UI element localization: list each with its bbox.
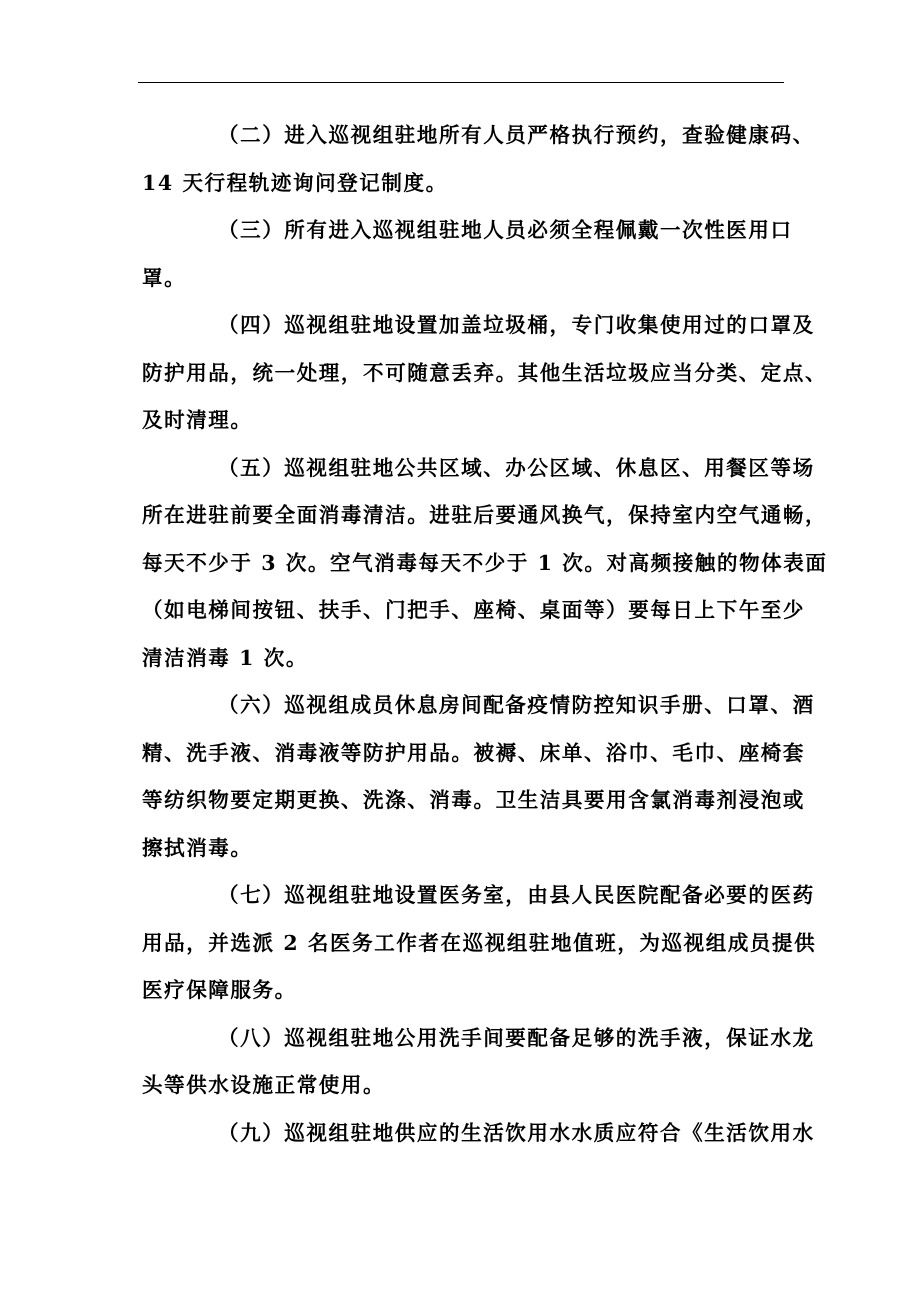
- text-line: 医疗保障服务。: [142, 978, 297, 1002]
- paragraph-4: [142, 302, 828, 445]
- paragraph-9: [142, 1110, 815, 1158]
- text-line: 头等供水设施正常使用。: [142, 1073, 386, 1097]
- text-line: 防护用品，统一处理，不可随意丢弃。其他生活垃圾应当分类、定点、: [142, 360, 828, 385]
- text-line: （八）巡视组驻地公用洗手间要配备足够的洗手液，保证水龙: [218, 1025, 815, 1050]
- text-line: （三）所有进入巡视组驻地人员必须全程佩戴一次性医用口: [218, 218, 793, 242]
- paragraph-7: [142, 872, 817, 1015]
- text-line: （如电梯间按钮、扶手、门把手、座椅、桌面等）要每日上下午至少: [142, 598, 805, 622]
- text-line: 清洁消毒 1 次。: [142, 645, 308, 670]
- text-line: （七）巡视组驻地设置医务室，由县人民医院配备必要的医药: [218, 883, 815, 907]
- text-line: 用品，并选派 2 名医务工作者在巡视组驻地值班，为巡视组成员提供: [142, 930, 817, 955]
- text-line: （六）巡视组成员休息房间配备疫情防控知识手册、口罩、酒: [218, 693, 815, 717]
- paragraph-2: [142, 112, 815, 207]
- text-line: 擦拭消毒。: [142, 835, 253, 860]
- paragraph-3: [142, 207, 793, 302]
- text-line: 每天不少于 3 次。空气消毒每天不少于 1 次。对高频接触的物体表面: [142, 550, 828, 575]
- text-line: （九）巡视组驻地供应的生活饮用水水质应符合《生活饮用水: [218, 1120, 815, 1145]
- text-line: 14 天行程轨迹询问登记制度。: [142, 170, 448, 195]
- text-line: （二）进入巡视组驻地所有人员严格执行预约，查验健康码、: [218, 123, 815, 147]
- paragraph-8: [142, 1015, 815, 1110]
- text-line: （五）巡视组驻地公共区域、办公区域、休息区、用餐区等场: [218, 455, 815, 480]
- text-line: 精、洗手液、消毒液等防护用品。被褥、床单、浴巾、毛巾、座椅套: [142, 740, 805, 765]
- header-rule: [138, 82, 784, 83]
- document-body: [142, 112, 828, 1157]
- text-line: 罩。: [142, 265, 187, 290]
- text-line: 及时清理。: [142, 408, 253, 432]
- paragraph-6: [142, 682, 815, 872]
- text-line: （四）巡视组驻地设置加盖垃圾桶，专门收集使用过的口罩及: [218, 313, 815, 337]
- paragraph-5: [142, 445, 828, 683]
- text-line: 所在进驻前要全面消毒清洁。进驻后要通风换气，保持室内空气通畅，: [142, 503, 828, 527]
- text-line: 等纺织物要定期更换、洗涤、消毒。卫生洁具要用含氯消毒剂浸泡或: [142, 788, 805, 812]
